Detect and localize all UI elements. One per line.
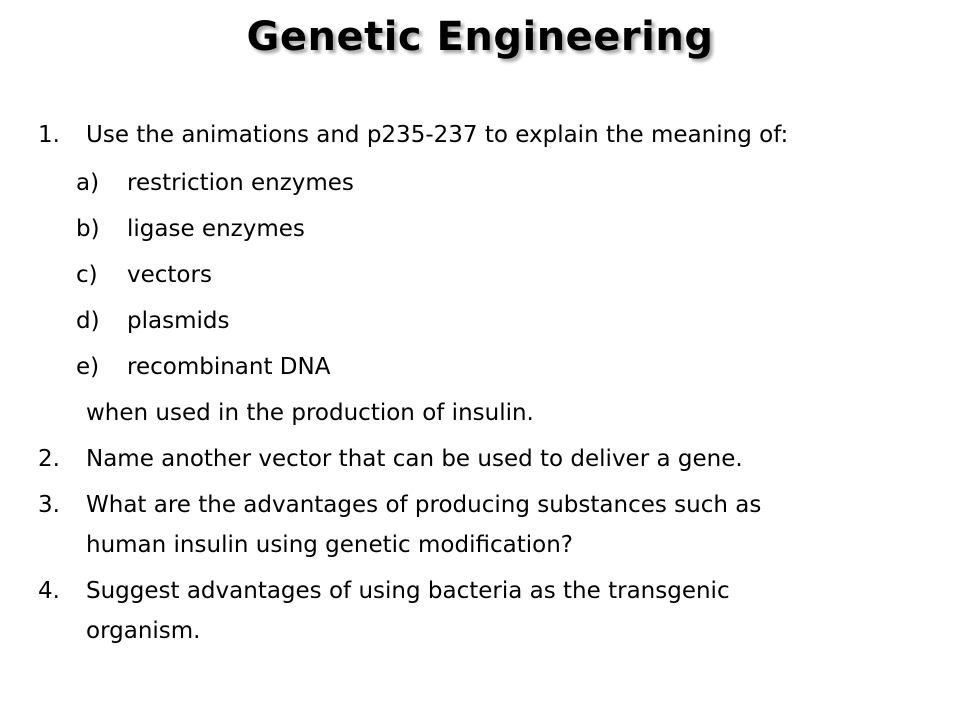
subitem-letter: d): [76, 308, 100, 334]
question-text: Use the animations and p235-237 to explain the meaning of:: [86, 122, 789, 148]
subitem-letter: c): [76, 262, 98, 288]
question-text-line-2: organism.: [86, 618, 201, 644]
followup-text: when used in the production of insulin.: [86, 400, 534, 426]
question-number: 2.: [38, 446, 60, 472]
question-number: 1.: [38, 122, 60, 148]
subitem-letter: a): [76, 170, 100, 196]
question-number: 4.: [38, 578, 60, 604]
subitem-letter: e): [76, 354, 100, 380]
subitem-text: vectors: [127, 262, 212, 288]
subitem-text: ligase enzymes: [127, 216, 305, 242]
question-text-line-1: Suggest advantages of using bacteria as the transgenic: [86, 578, 730, 604]
question-number: 3.: [38, 492, 60, 518]
question-text-line-1: What are the advantages of producing substances such as: [86, 492, 762, 518]
subitem-text: restriction enzymes: [127, 170, 354, 196]
slide-title: Genetic Engineering: [246, 14, 714, 60]
subitem-text: recombinant DNA: [127, 354, 331, 380]
question-text: Name another vector that can be used to deliver a gene.: [86, 446, 743, 472]
subitem-text: plasmids: [127, 308, 230, 334]
question-text-line-2: human insulin using genetic modification?: [86, 532, 573, 558]
subitem-letter: b): [76, 216, 100, 242]
